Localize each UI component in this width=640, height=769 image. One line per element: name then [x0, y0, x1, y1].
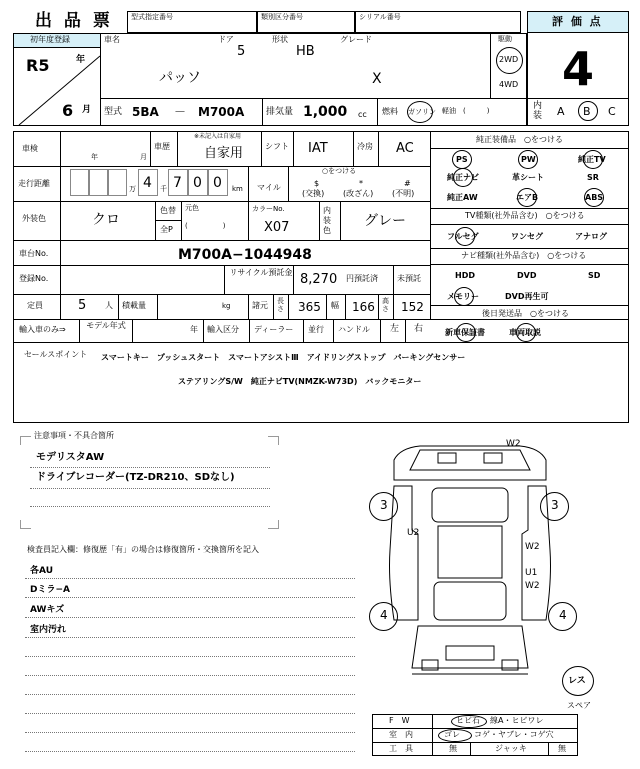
inspector-label: 検査員記入欄：修復歴「有」の場合は修復箇所・交換箇所を記入	[27, 545, 259, 554]
cc-unit: cc	[358, 110, 367, 119]
rating-value: 4	[562, 42, 595, 96]
row-line-2	[13, 201, 430, 202]
vline-cool2	[378, 131, 379, 166]
legend-line-1	[372, 728, 578, 729]
damage-w2-right: W2	[525, 542, 540, 552]
insp-line-2	[25, 597, 355, 598]
color-no-label: カラーNo.	[252, 205, 285, 213]
capacity-value: 5	[78, 298, 87, 313]
legend-fw-1: ヒビ石	[456, 716, 480, 725]
row-line-5	[13, 294, 430, 295]
import-label: 輸入車のみ⇒	[19, 325, 66, 334]
color-no-value: X07	[264, 220, 290, 235]
note-1: モデリスタAW	[36, 452, 105, 463]
notes-label: 注意事項・不具合箇所	[34, 431, 114, 440]
legend-tool-1: 無	[449, 744, 457, 753]
capacity-unit: 人	[105, 301, 113, 310]
height-label: 高さ	[382, 297, 389, 313]
tire-rear-right-value: 4	[559, 608, 567, 622]
after-warranty: 新車保証書	[445, 328, 485, 337]
recycle-label: リサイクル預託金	[229, 268, 293, 277]
model-number-label: 型式指定番号	[131, 13, 173, 21]
interior-grade-c: C	[608, 105, 616, 118]
grade-label: グレード	[340, 35, 372, 44]
insp-line-7	[25, 694, 355, 695]
vline-modelyear2	[132, 319, 133, 343]
handle-right: 右	[414, 324, 424, 334]
door-label: ドア	[218, 35, 234, 44]
unknown-symbol: #	[404, 179, 411, 188]
displacement-value: 1,000	[303, 104, 348, 120]
equip-line-4	[430, 248, 629, 249]
shape-value: HB	[296, 44, 315, 59]
tv-analog: アナログ	[575, 232, 607, 241]
equip-line-1	[430, 148, 629, 149]
selling-points-line-2: ステアリングS/W 純正ナビTV(NMZK-W73D) バックモニター	[178, 377, 422, 386]
vline-disp	[262, 98, 263, 126]
equip-navi: 純正ナビ	[447, 173, 479, 182]
damage-u1: U1	[525, 568, 538, 578]
vline-shift2	[293, 131, 294, 166]
category-number-label: 類別区分番号	[261, 13, 303, 21]
load-unit: kg	[222, 302, 231, 310]
equip-leather: 革シート	[512, 173, 544, 182]
equip-title: 純正装備品 ○をつける	[476, 135, 563, 144]
recycle-amount: 8,270	[300, 272, 338, 287]
vline-wid2	[345, 294, 346, 319]
legend-fw-2: 線A・ヒビワレ	[490, 716, 544, 725]
vline-hgt	[378, 294, 379, 319]
vline-modelyear	[79, 319, 80, 343]
model-year-label: モデル年式	[86, 321, 126, 330]
shape-label: 形状	[272, 35, 288, 44]
row-line-1	[13, 166, 430, 167]
inspection-year: 年	[91, 153, 98, 161]
mileage-digit-3: 0	[213, 175, 222, 191]
vline-dim	[248, 294, 249, 319]
inspector-note-4: 室内汚れ	[30, 625, 67, 635]
mileage-digit-box-1	[70, 169, 89, 196]
shift-value: IAT	[308, 141, 328, 156]
spare-badge: レス	[568, 676, 586, 686]
recycle-status: 円預託済	[346, 274, 378, 283]
equip-line-3	[430, 224, 629, 225]
insp-line-1	[25, 578, 355, 579]
vline-intcolor2	[340, 201, 341, 240]
inspector-note-1: 各AU	[30, 566, 53, 576]
vline-importclass	[203, 319, 204, 343]
cool-label: 冷房	[357, 142, 373, 151]
vline-parallel	[303, 319, 304, 343]
reg-month: 6	[62, 101, 74, 120]
equip-ps: PS	[456, 155, 468, 164]
year-unit: 年	[76, 55, 86, 65]
light-oil-paren: ( )	[463, 107, 490, 115]
row-line-3	[13, 240, 430, 241]
history-note: ※未記入は自家用	[194, 133, 242, 140]
notes-corner-tr	[268, 436, 279, 445]
vline-shift	[261, 131, 262, 166]
reg-no-label: 登録No.	[19, 274, 49, 283]
vline-fuel	[377, 98, 378, 126]
vline-len2	[288, 294, 289, 319]
interior-color-label: 内装色	[323, 206, 331, 235]
equip-airbag: エアB	[516, 193, 539, 202]
interior-color-value: グレー	[364, 213, 406, 229]
insp-line-6	[25, 675, 355, 676]
modify-symbol: *	[359, 179, 363, 188]
door-count: 5	[237, 44, 246, 59]
notes-corner-br	[268, 520, 279, 529]
all-p-label: 全P	[160, 225, 173, 234]
vline-cool	[353, 131, 354, 166]
tire-front-left-value: 3	[380, 498, 388, 512]
damage-w2-lower: W2	[525, 581, 540, 591]
legend-vline	[432, 714, 433, 756]
legend-jack-label: ジャッキ	[495, 744, 527, 753]
spare-label: スペア	[567, 701, 591, 710]
vline-history	[150, 131, 151, 166]
equip-line-6	[430, 305, 629, 306]
original-color-label: 元色	[185, 204, 199, 212]
mileage-unit-man: 万	[129, 185, 136, 193]
shift-label: シフト	[265, 142, 289, 151]
vline-hgt2	[393, 294, 394, 319]
vline-unpaid	[393, 265, 394, 294]
vline-load	[118, 294, 119, 319]
row-line-6	[13, 319, 629, 320]
vline-history2	[177, 131, 178, 166]
reg-year-label: 初年度登録	[30, 35, 70, 44]
mile-label: マイル	[257, 183, 281, 192]
fuel-label: 燃料	[382, 107, 398, 116]
month-unit: 月	[82, 105, 92, 115]
rating-label: 評 価 点	[552, 15, 603, 28]
parallel-label: 並行	[308, 325, 324, 334]
navi-title: ナビ種類(社外品含む) ○をつける	[461, 251, 587, 260]
note-line-1	[30, 467, 270, 468]
import-year-label: 年	[190, 325, 198, 334]
main-label-col	[60, 131, 61, 319]
width-label: 幅	[331, 301, 339, 310]
selling-points-label: セールスポイント	[24, 350, 88, 359]
grade-value: X	[372, 71, 382, 87]
vline-orig	[181, 201, 182, 240]
tv-oneseg: ワンセグ	[511, 232, 543, 241]
notes-corner-tl	[20, 436, 31, 445]
repaint-split	[155, 220, 181, 221]
drive-2wd: 2WD	[499, 55, 519, 64]
vin-label: 車台No.	[19, 249, 49, 258]
insp-line-8	[25, 713, 355, 714]
vline-intcolor	[319, 201, 320, 240]
car-name-label: 車名	[104, 35, 120, 44]
vline-right	[405, 319, 406, 343]
legend-tool-2: 無	[558, 744, 566, 753]
exchange-label: (交換)	[302, 189, 325, 198]
vline-recycle	[224, 265, 225, 294]
note-2: ドライブレコーダー(TZ-DR210、SDなし)	[36, 472, 235, 483]
navi-memory: メモリー	[447, 292, 479, 301]
reg-era-year: R5	[26, 56, 50, 75]
legend-room-2: コゲ・ヤブレ・コゲ穴	[474, 730, 554, 739]
rating-divider	[527, 98, 629, 99]
legend-fw-label: F W	[389, 716, 410, 725]
drive-4wd: 4WD	[499, 80, 519, 89]
mileage-label: 走行距離	[18, 179, 50, 188]
history-value: 自家用	[204, 146, 244, 161]
damage-w2-top: W2	[506, 439, 521, 449]
mileage-man: 4	[143, 175, 152, 191]
after-manual: 車両取説	[509, 328, 541, 337]
navi-hdd: HDD	[455, 271, 475, 280]
equip-abs: ABS	[585, 193, 604, 202]
vline-handle	[333, 319, 334, 343]
inspector-note-3: AWキズ	[30, 605, 65, 615]
mileage-digit-1: 7	[173, 175, 182, 191]
length-label: 長さ	[277, 297, 284, 313]
equip-line-2	[430, 208, 629, 209]
tire-front-right-value: 3	[551, 498, 559, 512]
mileage-digit-box-3	[108, 169, 127, 196]
legend-tool-label: 工 具	[389, 744, 413, 753]
vline-len	[273, 294, 274, 319]
fuel-value: ガソリン	[408, 108, 436, 116]
mileage-unit: km	[232, 185, 243, 193]
selling-points-line-1: スマートキー プッシュスタート スマートアシストⅢ アイドリングストップ パーキングセンサー	[101, 353, 466, 362]
repaint-label: 色替	[160, 206, 176, 215]
tv-fullseg: フルセグ	[447, 232, 479, 241]
unknown-label: (不明)	[392, 189, 415, 198]
serial-number-label: シリアル番号	[359, 13, 401, 21]
insp-line-10	[25, 751, 355, 752]
width-value: 166	[352, 300, 375, 314]
capacity-label: 定員	[27, 301, 43, 310]
dealer-label: ディーラー	[254, 325, 294, 334]
form-title: 出 品 票	[35, 11, 113, 31]
equip-pw: PW	[521, 155, 536, 164]
navi-dvd: DVD	[517, 271, 537, 280]
vline-colorno	[248, 201, 249, 240]
tv-title: TV種類(社外品含む) ○をつける	[465, 211, 585, 220]
vin-value: M700A−1044948	[178, 247, 312, 263]
handle-label: ハンドル	[338, 325, 370, 334]
navi-dvdplay: DVD再生可	[505, 292, 549, 301]
vline-load2	[157, 294, 158, 319]
insp-line-9	[25, 732, 355, 733]
after-title: 後日発送品 ○をつける	[482, 309, 569, 318]
vline-mile2	[288, 166, 289, 201]
dim-label: 諸元	[252, 301, 268, 310]
interior-grade-a: A	[557, 105, 565, 118]
vline-wid	[326, 294, 327, 319]
legend-room-label: 室 内	[389, 730, 413, 739]
load-label: 積載量	[122, 301, 146, 310]
mileage-digit-2: 0	[193, 175, 202, 191]
height-value: 152	[401, 300, 424, 314]
displacement-label: 排気量	[266, 107, 294, 117]
equip-aw: 純正AW	[447, 193, 478, 202]
mileage-digit-box-2	[89, 169, 108, 196]
interior-grade-label: 内装	[533, 101, 543, 121]
import-class-label: 輸入区分	[207, 325, 239, 334]
inspection-label: 車検	[22, 144, 38, 153]
equip-divider	[430, 131, 431, 319]
model-prefix: 5BA	[132, 105, 159, 119]
mileage-unit-thousand: 千	[160, 185, 167, 193]
note-line-2	[30, 488, 270, 489]
equip-line-5	[430, 264, 629, 265]
equip-tv: 純正TV	[578, 155, 606, 164]
navi-sd: SD	[588, 271, 601, 280]
light-oil-label: 軽油	[442, 107, 456, 115]
handle-left: 左	[390, 324, 400, 334]
exterior-value: クロ	[92, 212, 120, 228]
equip-sr: SR	[587, 173, 599, 182]
drive-divider	[490, 33, 491, 98]
insp-line-3	[25, 617, 355, 618]
car-name: パッソ	[159, 70, 201, 86]
inspection-month: 月	[140, 153, 147, 161]
inspector-note-2: Dミラ−A	[30, 585, 70, 595]
vline-1	[100, 33, 101, 126]
vline-recycle2	[293, 265, 294, 294]
notes-corner-bl	[20, 520, 31, 529]
model-label: 型式	[104, 107, 123, 117]
legend-vline-3	[548, 742, 549, 756]
length-value: 365	[298, 300, 321, 314]
insp-line-4	[25, 637, 355, 638]
tire-rear-left-value: 4	[380, 608, 388, 622]
model-row-line	[100, 98, 527, 99]
row-line-4	[13, 265, 430, 266]
drive-label: 駆動	[498, 35, 512, 43]
history-label: 車歴	[154, 142, 170, 151]
legend-vline-2	[470, 742, 471, 756]
model-dash: －	[174, 105, 187, 119]
note-line-3	[30, 506, 270, 507]
insp-line-5	[25, 656, 355, 657]
modify-label: (改ざん)	[343, 189, 374, 198]
vline-mile	[248, 166, 249, 201]
interior-grade-b: B	[583, 105, 591, 118]
cool-value: AC	[396, 141, 414, 156]
recycle-unpaid: 未預託	[397, 274, 421, 283]
exterior-label: 外装色	[22, 214, 46, 223]
model-code: M700A	[198, 105, 245, 119]
circle-hint: ○をつける	[322, 167, 357, 175]
car-diagram	[360, 430, 580, 690]
vline-left	[380, 319, 381, 343]
original-color-paren: ( )	[185, 222, 226, 230]
exchange-symbol: $	[314, 179, 320, 188]
vline-dealer	[249, 319, 250, 343]
legend-room-1: ゴレ	[444, 730, 460, 739]
damage-u2: U2	[407, 528, 420, 538]
